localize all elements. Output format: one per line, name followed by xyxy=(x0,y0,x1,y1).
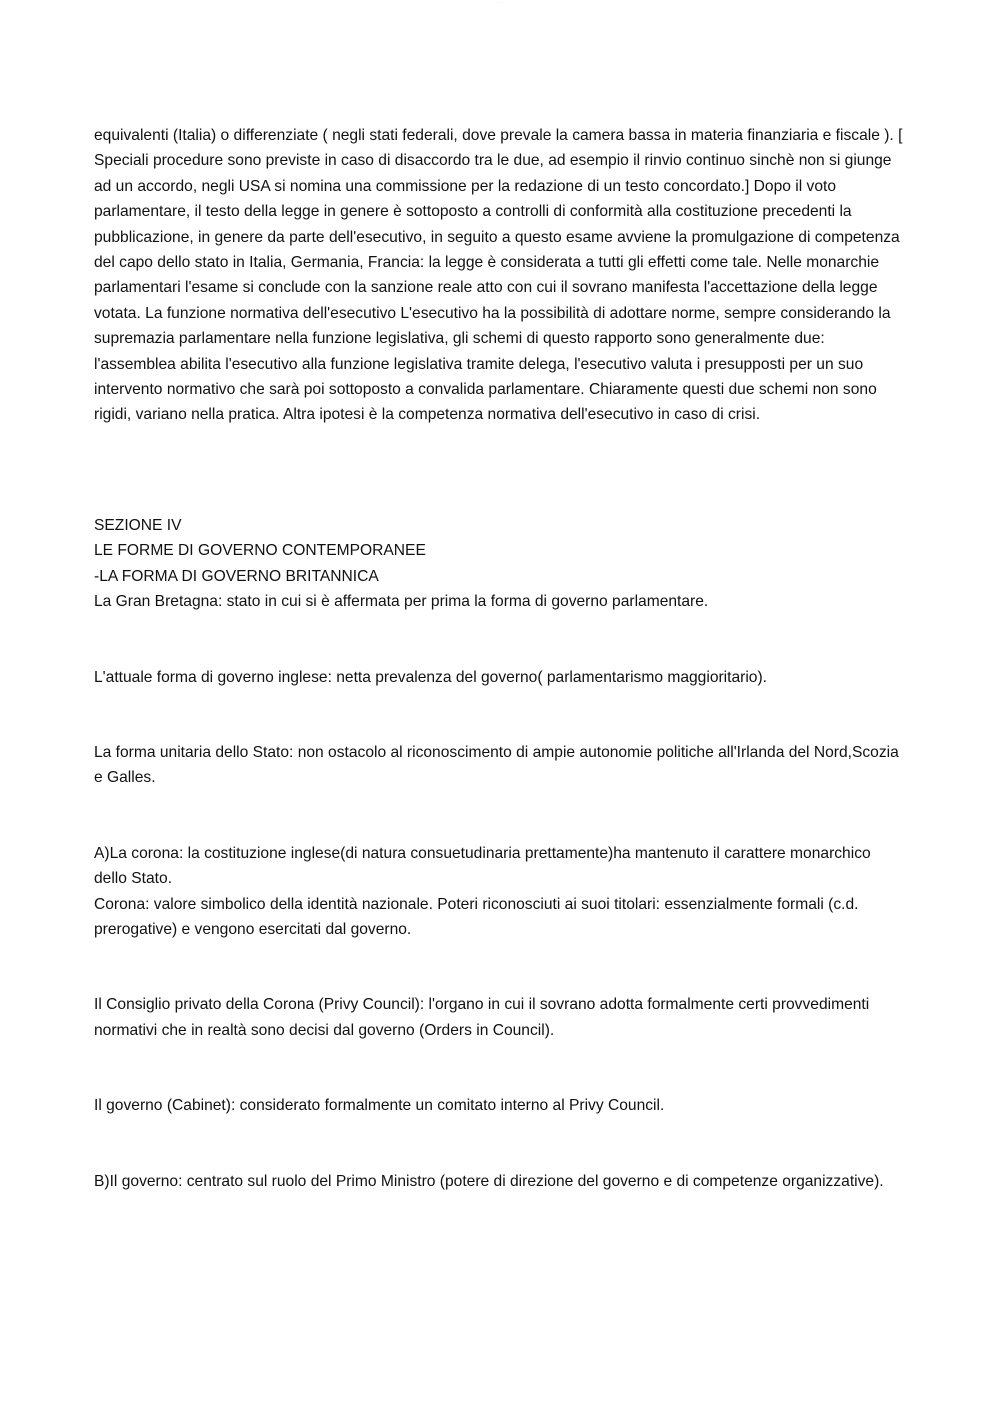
document-body xyxy=(94,123,904,1194)
spacer xyxy=(94,1043,904,1093)
spacer xyxy=(94,690,904,740)
intro-paragraph: equivalenti (Italia) o differenziate ( negli stati federali, dove prevale la camera bassa in materia finanziaria e fiscale ). [ Speciali procedure sono previste in caso di disaccordo tra le due, ad esempio il rinvio continuo sinchè non si giunge ad un accordo, negli USA si nomina una commissione per la redazione di un testo concordato.] Dopo il voto parlamentare, il testo della legge in genere è sottoposto a controlli di conformità alla costituzione precedenti la pubblicazione, in genere da parte dell'esecutivo, in seguito a questo esame avviene la promulgazione di competenza del capo dello stato in Italia, Germania, Francia: la legge è considerata a tutti gli effetti come tale. Nelle monarchie parlamentari l'esame si conclude con la sanzione reale atto con cui il sovrano manifesta l'accettazione della legge votata. La funzione normativa dell'esecutivo L'esecutivo ha la possibilità di adottare norme, sempre considerando la supremazia parlamentare nella funzione legislativa, gli schemi di questo rapporto sono generalmente due: l'assemblea abilita l'esecutivo alla funzione legislativa tramite delega, l'esecutivo valuta i presupposti per un suo intervento normativo che sarà poi sottoposto a convalida parlamentare. Chiaramente questi due schemi non sono rigidi, variano nella pratica. Altra ipotesi è la competenza normativa dell'esecutivo in caso di crisi. xyxy=(94,127,903,424)
paragraph-corona-a: A)La corona: la costituzione inglese(di natura consuetudinaria prettamente)ha mantenuto il carattere monarchico dello Stato. xyxy=(94,844,871,888)
header-mark: ········· xyxy=(495,0,505,4)
spacer xyxy=(94,942,904,992)
paragraph-gran-bretagna: La Gran Bretagna: stato in cui si è affermata per prima la forma di governo parlamentare. xyxy=(94,593,709,611)
section-title: LE FORME DI GOVERNO CONTEMPORANEE xyxy=(94,542,426,560)
spacer xyxy=(94,791,904,841)
paragraph-attuale-forma: L'attuale forma di governo inglese: netta prevalenza del governo( parlamentarismo maggioritario). xyxy=(94,668,768,686)
section-label: SEZIONE IV xyxy=(94,516,182,534)
spacer xyxy=(94,1119,904,1169)
spacer xyxy=(94,428,904,513)
paragraph-corona-valore: Corona: valore simbolico della identità nazionale. Poteri riconosciuti ai suoi titolari: essenzialmente formali (c.d. prerogative) e vengono esercitati dal governo. xyxy=(94,895,859,938)
paragraph-privy-council: Il Consiglio privato della Corona (Privy Council): l'organo in cui il sovrano adotta formalmente certi provvedimenti normativi che in realtà sono decisi dal governo (Orders in Council). xyxy=(94,996,870,1039)
paragraph-forma-unitaria: La forma unitaria dello Stato: non ostacolo al riconoscimento di ampie autonomie politiche all'Irlanda del Nord,Scozia e Galles. xyxy=(94,743,899,787)
paragraph-governo-b: B)Il governo: centrato sul ruolo del Primo Ministro (potere di direzione del governo e di competenze organizzative). xyxy=(94,1172,884,1190)
paragraph-cabinet: Il governo (Cabinet): considerato formalmente un comitato interno al Privy Council. xyxy=(94,1097,665,1115)
subsection-title: -LA FORMA DI GOVERNO BRITANNICA xyxy=(94,567,379,585)
spacer xyxy=(94,615,904,665)
